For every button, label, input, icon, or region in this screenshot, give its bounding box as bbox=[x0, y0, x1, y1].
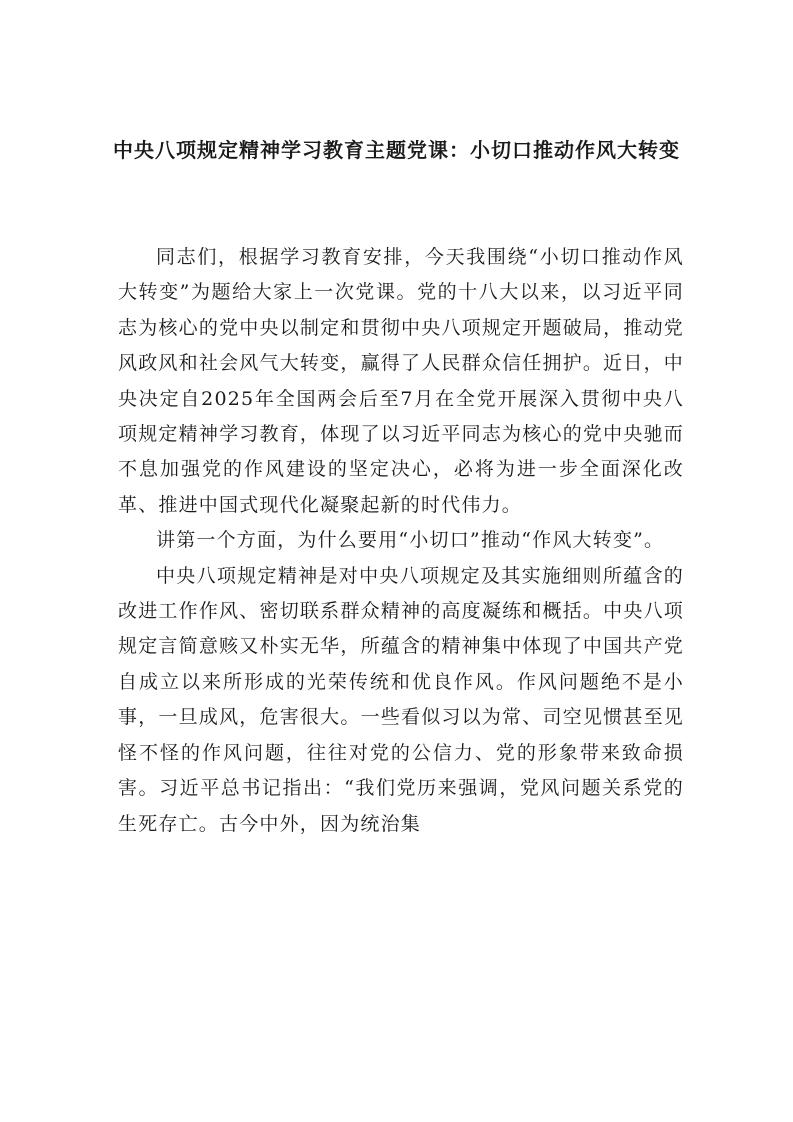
paragraph-intro: 同志们，根据学习教育安排，今天我围绕“小切口推动作风大转变”为题给大家上一次党课。党的十八大以来，以习近平同志为核心的党中央以制定和贯彻中央八项规定开题破局，推动党风政风和社会风气大转变，赢得了人民群众信任拥护。近日，中央决定自2025年全国两会后至7月在全党开展深入贯彻中央八项规定精神学习教育，体现了以习近平同志为核心的党中央驰而不息加强党的作风建设的坚定决心，必将为进一步全面深化改革、推进中国式现代化凝聚起新的时代伟力。 bbox=[118, 246, 684, 516]
document-title: 中央八项规定精神学习教育主题党课：小切口推动作风大转变 bbox=[113, 138, 680, 162]
paragraph-eight-rules: 中央八项规定精神是对中央八项规定及其实施细则所蕴含的改进工作作风、密切联系群众精神的高度凝练和概括。中央八项规定言简意赅又朴实无华，所蕴含的精神集中体现了中国共产党自成立以来所形成的光荣传统和优良作风。作风问题绝不是小事，一旦成风，危害很大。一些看似习以为常、司空见惯甚至见怪不怪的作风问题，往往对党的公信力、党的形象带来致命损害。习近平总书记指出：“我们党历来强调，党风问题关系党的生死存亡。古今中外，因为统治集 bbox=[118, 564, 684, 835]
document-body bbox=[118, 240, 684, 842]
paragraph-section-heading: 讲第一个方面，为什么要用“小切口”推动“作风大转变”。 bbox=[156, 529, 665, 552]
